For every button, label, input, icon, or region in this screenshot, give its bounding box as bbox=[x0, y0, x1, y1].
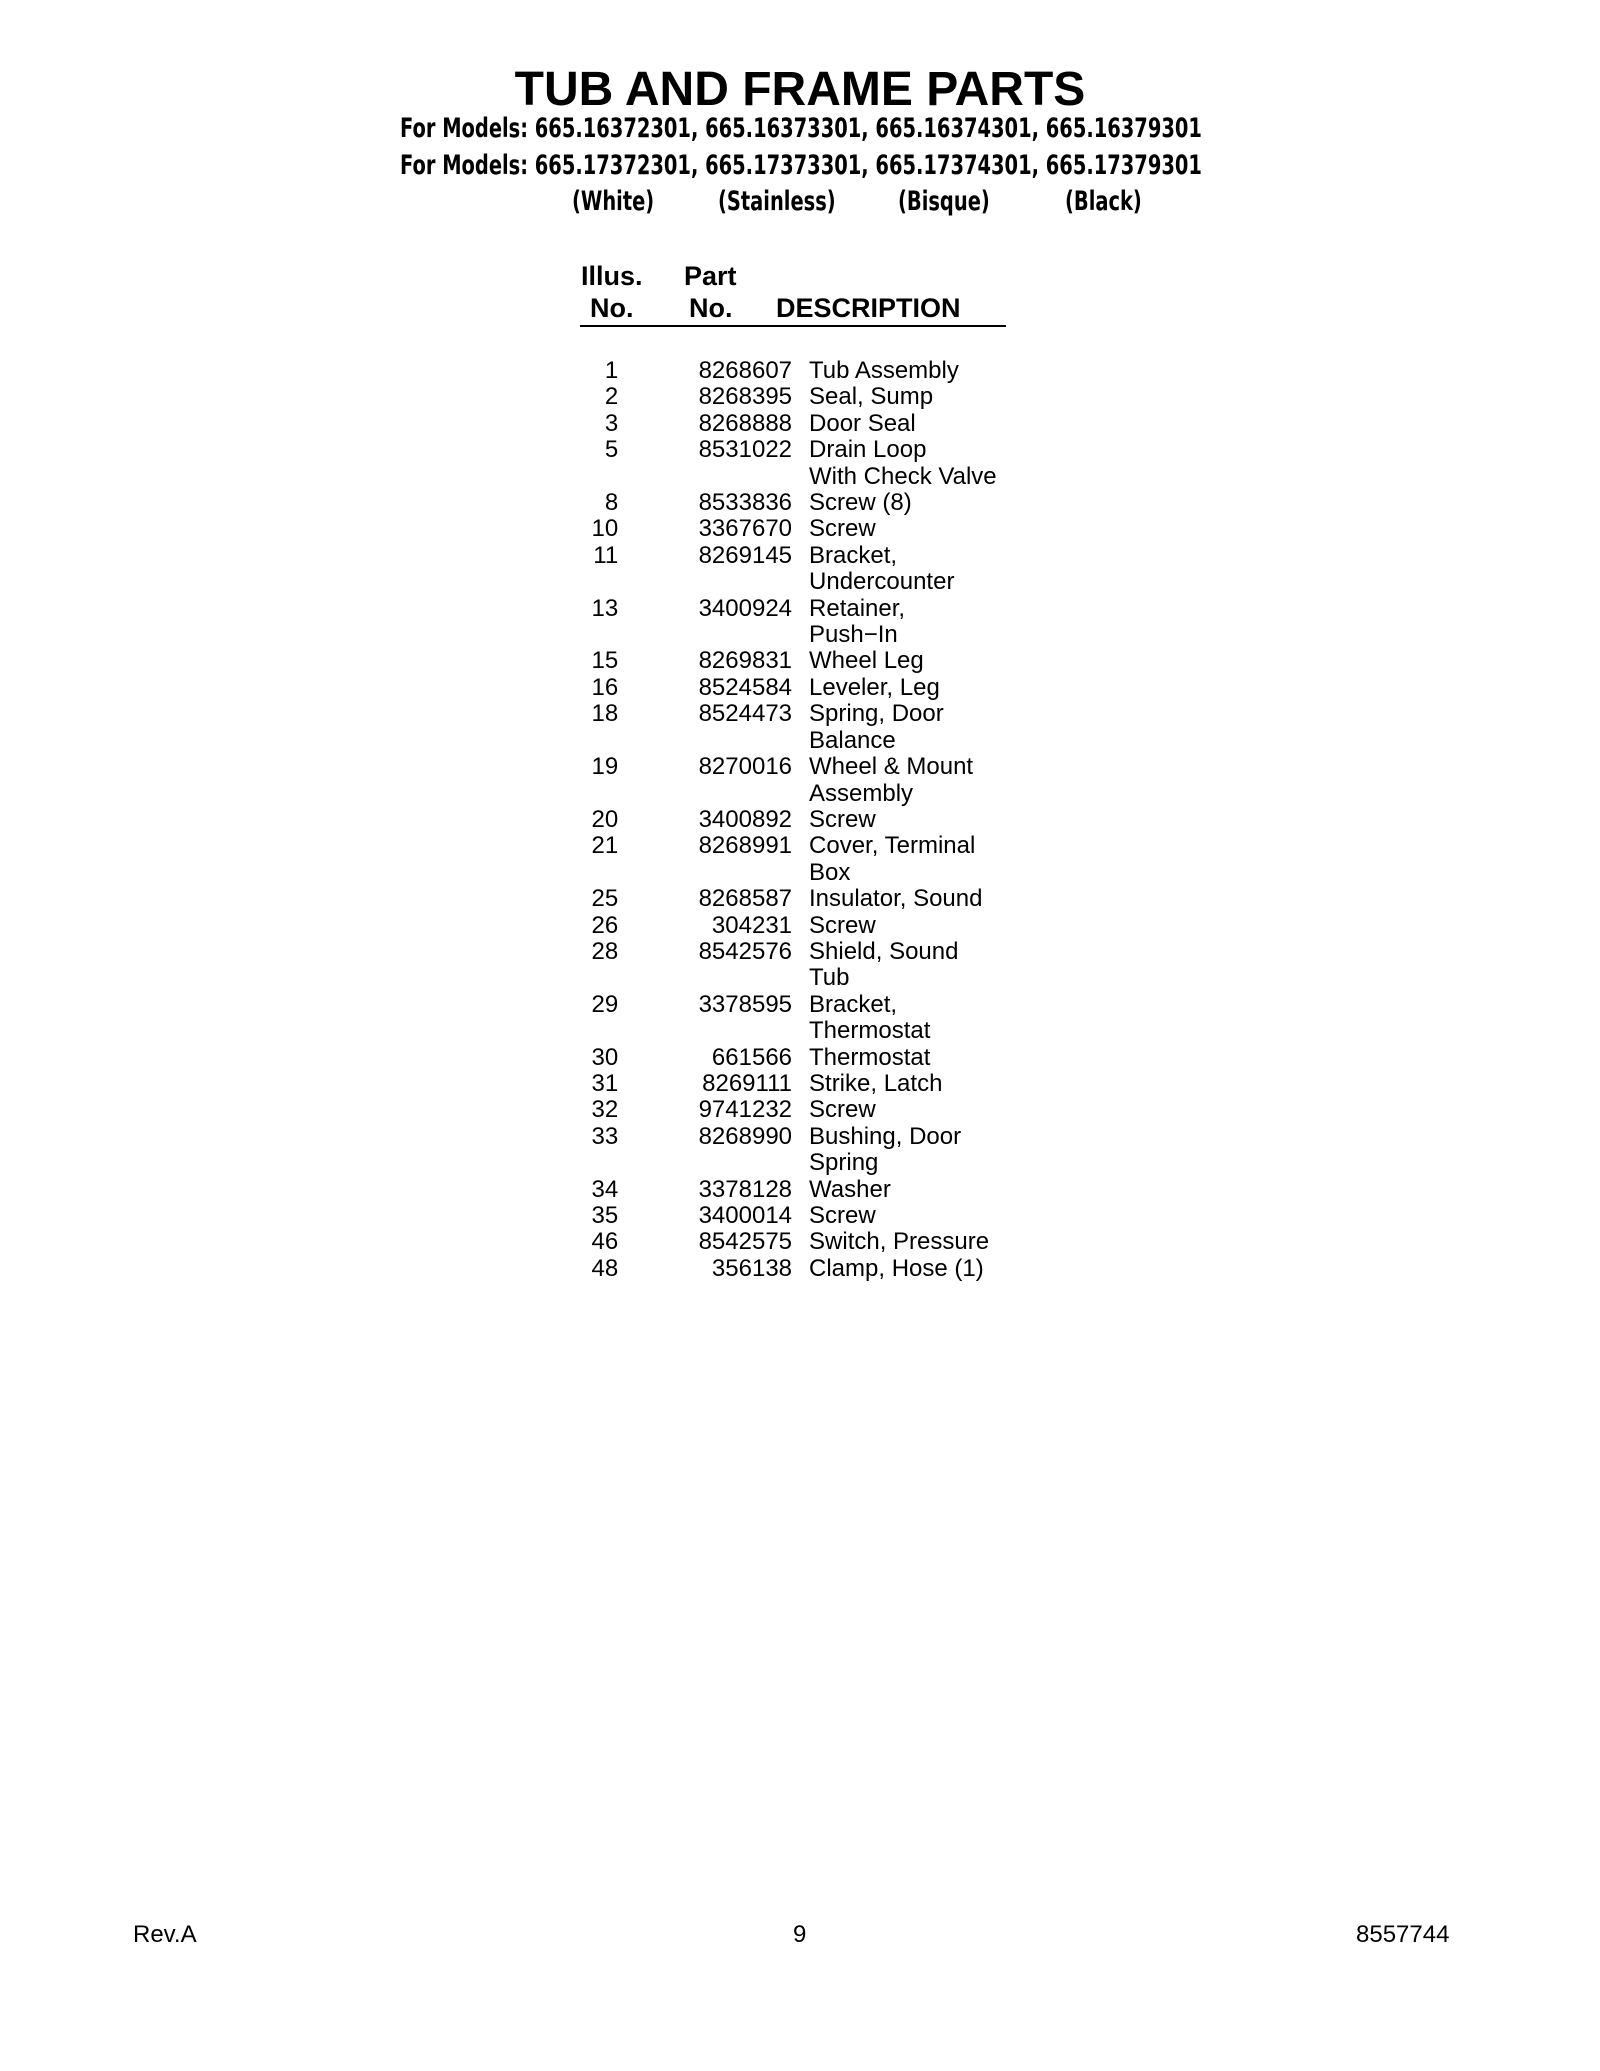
header-part-line1: Part bbox=[684, 261, 737, 291]
part-number: 8533836 bbox=[698, 489, 793, 517]
part-number: 8270016 bbox=[698, 753, 793, 781]
illus-number: 19 bbox=[591, 753, 619, 781]
illus-number: 29 bbox=[591, 990, 619, 1018]
table-row bbox=[580, 437, 1000, 490]
illus-number: 5 bbox=[604, 436, 619, 464]
table-row bbox=[580, 1124, 1000, 1177]
table-row bbox=[580, 1097, 1000, 1123]
table-row bbox=[580, 939, 1000, 992]
color-variants bbox=[0, 185, 1600, 219]
illus-number: 32 bbox=[591, 1096, 619, 1124]
illus-number: 30 bbox=[591, 1043, 619, 1071]
part-description: Washer bbox=[809, 1175, 891, 1203]
header-divider bbox=[580, 325, 1006, 327]
part-number: 3378595 bbox=[698, 990, 793, 1018]
part-description: Bushing, Door Spring bbox=[809, 1122, 962, 1177]
illus-number: 15 bbox=[591, 647, 619, 675]
part-description: Clamp, Hose (1) bbox=[809, 1254, 984, 1282]
illus-number: 16 bbox=[591, 673, 619, 701]
header-part-line2: No. bbox=[689, 293, 733, 323]
part-number: 8268587 bbox=[698, 885, 793, 913]
models-line-2: For Models: 665.17372301, 665.17373301, 665.17374301, 665.17379301 bbox=[400, 150, 1202, 181]
part-description: Shield, Sound Tub bbox=[809, 937, 959, 992]
part-number: 3400892 bbox=[698, 805, 793, 833]
illus-number: 3 bbox=[604, 409, 619, 437]
header-description: DESCRIPTION bbox=[776, 293, 961, 323]
part-description: Strike, Latch bbox=[809, 1069, 943, 1097]
footer-document-number: 8557744 bbox=[1356, 1921, 1450, 1948]
illus-number: 48 bbox=[591, 1254, 619, 1282]
table-row bbox=[580, 411, 1000, 437]
part-description: Wheel & Mount Assembly bbox=[809, 753, 974, 807]
part-description: Leveler, Leg bbox=[809, 673, 940, 701]
part-description: Wheel Leg bbox=[809, 647, 924, 675]
header-illus-line2: No. bbox=[590, 293, 634, 323]
page-title: TUB AND FRAME PARTS bbox=[514, 63, 1086, 116]
part-description: Screw bbox=[809, 1202, 876, 1229]
part-description: Drain Loop With Check Valve bbox=[809, 436, 997, 490]
illus-number: 26 bbox=[591, 911, 619, 939]
part-description: Cover, Terminal Box bbox=[809, 832, 976, 886]
color-bisque: (Bisque) bbox=[898, 186, 990, 217]
part-description: Door Seal bbox=[809, 409, 916, 437]
table-row bbox=[580, 648, 1000, 674]
part-number: 3400014 bbox=[698, 1202, 793, 1229]
part-description: Insulator, Sound bbox=[809, 885, 983, 913]
illus-number: 13 bbox=[591, 594, 619, 622]
table-row bbox=[580, 1203, 1000, 1229]
part-number: 3367670 bbox=[698, 515, 793, 543]
color-stainless: (Stainless) bbox=[718, 186, 836, 217]
part-description: Screw bbox=[809, 911, 876, 939]
header-illus-line1: Illus. bbox=[581, 261, 643, 291]
part-number: 8268991 bbox=[698, 832, 793, 860]
table-row bbox=[580, 886, 1000, 912]
part-description: Switch, Pressure bbox=[809, 1228, 990, 1256]
illus-number: 1 bbox=[604, 357, 619, 384]
part-number: 8524584 bbox=[698, 673, 793, 701]
table-row bbox=[580, 701, 1000, 754]
table-row bbox=[580, 992, 1000, 1045]
part-description: Thermostat bbox=[809, 1043, 931, 1071]
illus-number: 11 bbox=[593, 541, 619, 569]
table-row bbox=[580, 913, 1000, 939]
illus-number: 8 bbox=[604, 489, 619, 517]
part-number: 661566 bbox=[711, 1043, 793, 1071]
footer-page-number: 9 bbox=[793, 1921, 807, 1948]
table-row bbox=[580, 384, 1000, 410]
part-number: 8268395 bbox=[698, 383, 793, 411]
illus-number: 31 bbox=[591, 1069, 619, 1097]
part-description: Tub Assembly bbox=[809, 357, 959, 384]
part-description: Spring, Door Balance bbox=[809, 700, 944, 754]
part-number: 8268990 bbox=[698, 1122, 793, 1150]
part-number: 3378128 bbox=[698, 1175, 793, 1203]
color-white: (White) bbox=[572, 186, 655, 217]
part-description: Screw bbox=[809, 515, 876, 543]
part-number: 8268888 bbox=[698, 409, 793, 437]
part-number: 8268607 bbox=[698, 357, 793, 384]
part-number: 8269111 bbox=[702, 1069, 793, 1097]
footer-revision: Rev.A bbox=[133, 1921, 197, 1948]
table-row bbox=[580, 1256, 1000, 1282]
illus-number: 21 bbox=[591, 832, 619, 860]
part-description: Screw bbox=[809, 1096, 876, 1124]
color-black: (Black) bbox=[1065, 186, 1142, 217]
table-row bbox=[580, 807, 1000, 833]
illus-number: 25 bbox=[591, 885, 619, 913]
part-number: 304231 bbox=[711, 911, 793, 939]
models-line-1: For Models: 665.16372301, 665.16373301, 665.16374301, 665.16379301 bbox=[400, 113, 1202, 144]
part-number: 3400924 bbox=[698, 594, 793, 622]
table-row bbox=[580, 1229, 1000, 1255]
table-row bbox=[580, 1071, 1000, 1097]
table-row bbox=[580, 1045, 1000, 1071]
part-number: 8269831 bbox=[698, 647, 793, 675]
part-description: Bracket, Undercounter bbox=[809, 541, 955, 596]
illus-number: 18 bbox=[591, 700, 619, 728]
illus-number: 2 bbox=[604, 383, 619, 411]
part-number: 8531022 bbox=[698, 436, 793, 464]
part-number: 8269145 bbox=[698, 541, 793, 569]
table-row bbox=[580, 833, 1000, 886]
parts-list bbox=[580, 358, 1000, 1282]
table-row bbox=[580, 596, 1000, 649]
part-number: 8524473 bbox=[698, 700, 793, 728]
table-row bbox=[580, 490, 1000, 516]
illus-number: 10 bbox=[591, 515, 619, 543]
illus-number: 35 bbox=[591, 1202, 619, 1229]
table-row bbox=[580, 516, 1000, 542]
part-description: Retainer, Push−In bbox=[809, 594, 906, 649]
part-description: Screw bbox=[809, 805, 876, 833]
part-description: Bracket, Thermostat bbox=[809, 990, 931, 1045]
illus-number: 46 bbox=[591, 1228, 619, 1256]
illus-number: 34 bbox=[591, 1175, 619, 1203]
part-number: 8542575 bbox=[698, 1228, 793, 1256]
table-row bbox=[580, 358, 1000, 384]
illus-number: 33 bbox=[591, 1122, 619, 1150]
table-row bbox=[580, 754, 1000, 807]
part-description: Screw (8) bbox=[809, 489, 912, 517]
part-description: Seal, Sump bbox=[809, 383, 934, 411]
part-number: 8542576 bbox=[698, 937, 793, 965]
table-row bbox=[580, 675, 1000, 701]
illus-number: 28 bbox=[591, 937, 619, 965]
table-row bbox=[580, 543, 1000, 596]
illus-number: 20 bbox=[591, 805, 619, 833]
part-number: 9741232 bbox=[698, 1096, 793, 1124]
table-row bbox=[580, 1177, 1000, 1203]
part-number: 356138 bbox=[711, 1254, 793, 1282]
